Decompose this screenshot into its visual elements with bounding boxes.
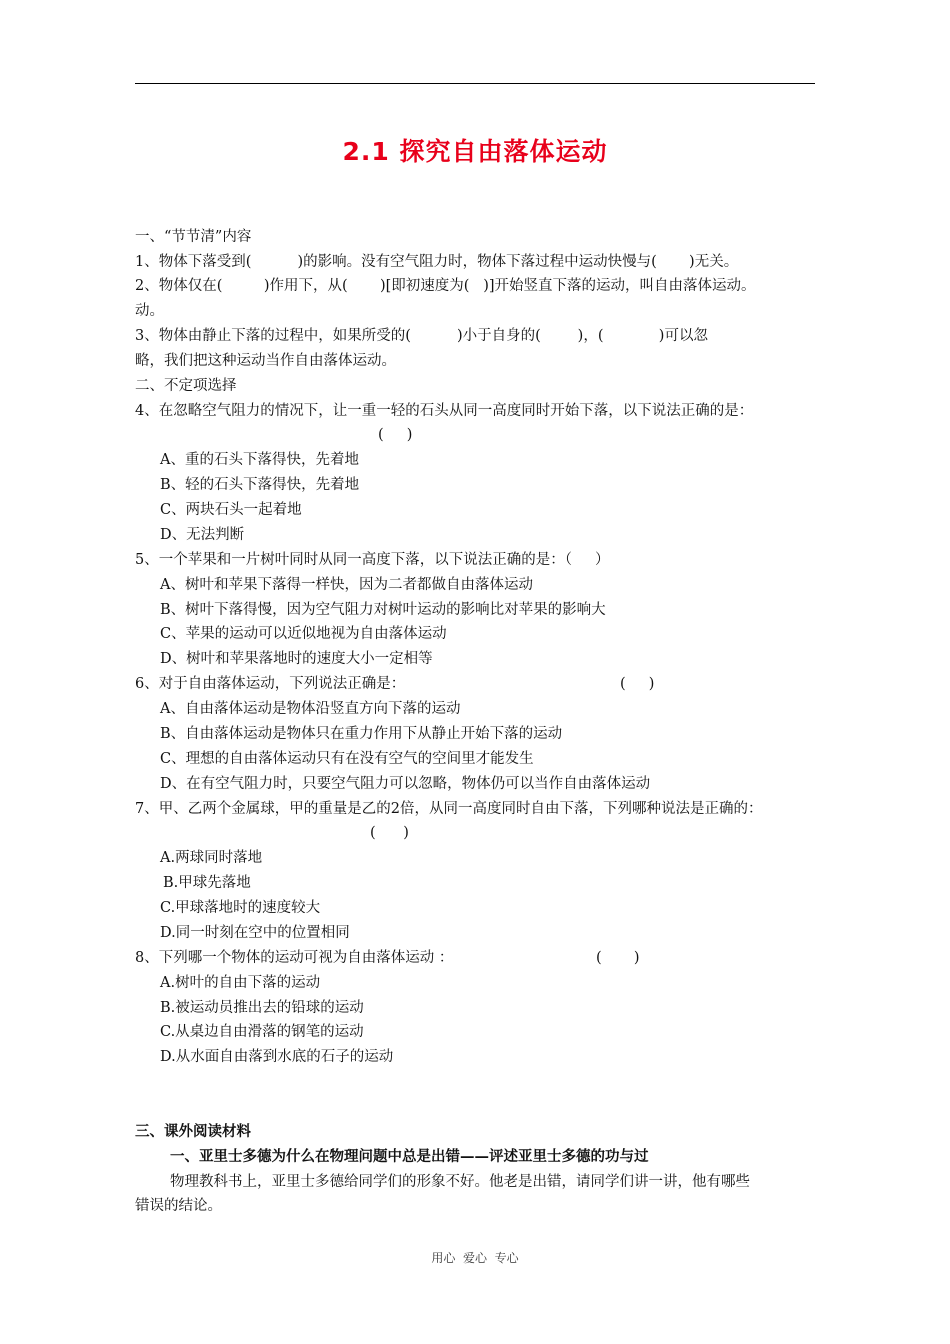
- reading-paragraph: 物理教科书上，亚里士多德给同学们的形象不好。他老是出错，请同学们讲一讲，他有哪些: [170, 1174, 750, 1190]
- answer-bracket: ( ): [620, 676, 655, 692]
- question-line: 2、物体仅在( )作用下，从( )[即初速度为( )]开始竖直下落的运动，叫自由落体运动。: [135, 278, 756, 294]
- option-line: D.同一时刻在空中的位置相同: [160, 925, 350, 941]
- option-line: D、无法判断: [160, 527, 245, 543]
- section-heading: 二、不定项选择: [135, 378, 237, 394]
- option-line: D、树叶和苹果落地时的速度大小一定相等: [160, 651, 433, 667]
- option-line: B、树叶下落得慢，因为空气阻力对树叶运动的影响比对苹果的影响大: [160, 602, 606, 618]
- option-line: B、轻的石头下落得快，先着地: [160, 477, 360, 493]
- option-line: D、在有空气阻力时，只要空气阻力可以忽略，物体仍可以当作自由落体运动: [160, 776, 651, 792]
- answer-bracket: ( ): [378, 427, 413, 443]
- header-rule: [135, 83, 815, 84]
- question-line: 4、在忽略空气阻力的情况下，让一重一轻的石头从同一高度同时开始下落，以下说法正确的是：: [135, 403, 754, 419]
- option-line: B.被运动员推出去的铅球的运动: [160, 1000, 364, 1016]
- page-footer: 用心 爱心 专心: [431, 1251, 519, 1265]
- option-line: D.从水面自由落到水底的石子的运动: [160, 1049, 394, 1065]
- question-line: 8、下列哪一个物体的运动可视为自由落体运动 ：: [135, 950, 454, 966]
- question-line: 6、对于自由落体运动，下列说法正确是：: [135, 676, 406, 692]
- option-line: A、自由落体运动是物体沿竖直方向下落的运动: [160, 701, 461, 717]
- section-heading: 一、“节节清”内容: [135, 229, 252, 245]
- option-line: A.两球同时落地: [160, 850, 263, 866]
- option-line: A.树叶的自由下落的运动: [160, 975, 321, 991]
- answer-bracket: ( ): [370, 825, 409, 841]
- question-line: 动。: [135, 303, 164, 319]
- option-line: C、理想的自由落体运动只有在没有空气的空间里才能发生: [160, 751, 534, 767]
- option-line: C.甲球落地时的速度较大: [160, 900, 321, 916]
- section-heading: 三、课外阅读材料: [135, 1123, 251, 1140]
- page-title: 2.1 探究自由落体运动: [342, 137, 608, 166]
- option-line: B、自由落体运动是物体只在重力作用下从静止开始下落的运动: [160, 726, 563, 742]
- option-line: C、两块石头一起着地: [160, 502, 302, 518]
- question-line: 3、物体由静止下落的过程中，如果所受的( )小于自身的( )，( )可以忽: [135, 328, 708, 344]
- question-line: 1、物体下落受到( )的影响。没有空气阻力时，物体下落过程中运动快慢与( )无关。: [135, 254, 739, 270]
- option-line: A、树叶和苹果下落得一样快，因为二者都做自由落体运动: [160, 577, 533, 593]
- reading-title: 一、亚里士多德为什么在物理问题中总是出错——评述亚里士多德的功与过: [170, 1148, 649, 1165]
- option-line: A、重的石头下落得快，先着地: [160, 452, 359, 468]
- option-line: C.从桌边自由滑落的钢笔的运动: [160, 1024, 364, 1040]
- question-line: 7、甲、乙两个金属球，甲的重量是乙的2倍，从同一高度同时自由下落，下列哪种说法是正确的：: [135, 801, 763, 817]
- reading-paragraph: 错误的结论。: [135, 1198, 222, 1214]
- question-line: 5、一个苹果和一片树叶同时从同一高度下落，以下说法正确的是：（ ）: [135, 552, 610, 568]
- question-line: 略，我们把这种运动当作自由落体运动。: [135, 353, 396, 369]
- option-line: B.甲球先落地: [163, 875, 251, 891]
- answer-bracket: ( ): [596, 950, 640, 966]
- option-line: C、苹果的运动可以近似地视为自由落体运动: [160, 626, 447, 642]
